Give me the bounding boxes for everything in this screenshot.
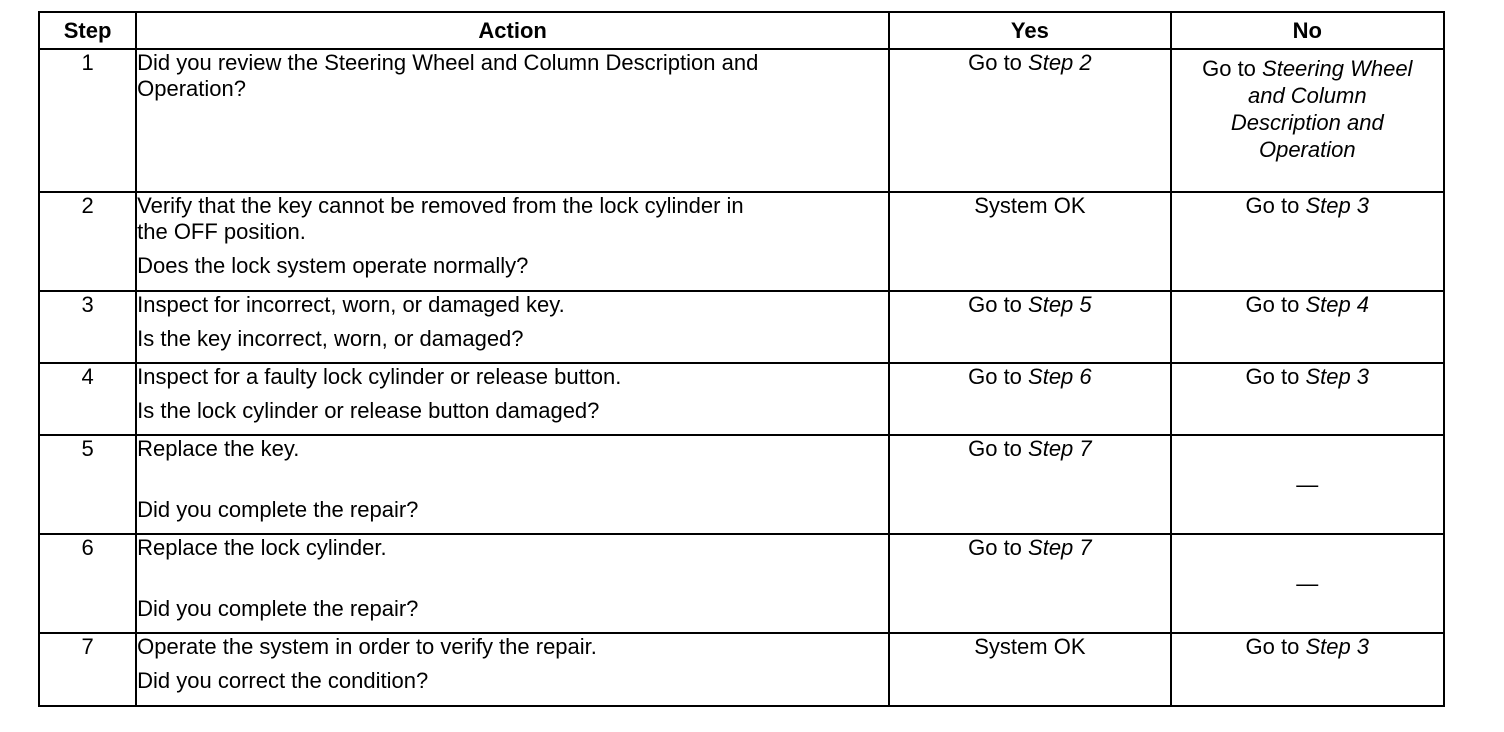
table-row [39,363,1444,435]
table-row [39,435,1444,534]
no-ref-link[interactable]: Steering Wheel [1262,56,1413,81]
header-step: Step [39,12,136,49]
action-text: Did you review the Steering Wheel and Column Description and [137,50,759,75]
header-action: Action [136,12,889,49]
step-number: 5 [39,435,136,534]
no-step-link[interactable]: Step 3 [1305,364,1370,389]
no-prefix: Go to [1245,193,1306,218]
action-text: Replace the key. [137,436,300,461]
action-cell [136,192,889,291]
yes-cell [889,363,1170,435]
no-cell [1171,633,1444,706]
no-prefix: Go to [1245,364,1306,389]
no-ref-link[interactable]: Description and [1230,110,1384,135]
no-step-link[interactable]: Step 3 [1305,193,1370,218]
yes-step-link[interactable]: Step 7 [1028,535,1092,560]
table-row [39,633,1444,706]
no-cell [1171,192,1444,291]
no-ref-link[interactable]: and Column [1247,83,1367,108]
yes-prefix: Go to [968,436,1029,461]
yes-cell [889,192,1170,291]
yes-step-link[interactable]: Step 5 [1028,292,1092,317]
yes-cell [889,534,1170,633]
no-ref-link[interactable]: Operation [1258,137,1356,162]
table-row [39,534,1444,633]
yes-cell [889,435,1170,534]
step-number: 3 [39,291,136,363]
step-number: 1 [39,49,136,192]
action-text: Verify that the key cannot be removed from the lock cylinder in [137,193,744,218]
no-step-link[interactable]: Step 3 [1305,634,1370,659]
action-text: Replace the lock cylinder. [137,535,387,560]
step-number: 2 [39,192,136,291]
action-text: Operate the system in order to verify the repair. [137,634,597,659]
no-cell [1171,363,1444,435]
action-cell [136,534,889,633]
yes-step-link[interactable]: Step 7 [1028,436,1092,461]
action-cell [136,363,889,435]
header-no: No [1171,12,1444,49]
no-cell [1171,435,1444,534]
yes-prefix: Go to [968,364,1029,389]
action-cell [136,435,889,534]
header-row [39,12,1444,49]
header-yes: Yes [889,12,1170,49]
yes-cell [889,49,1170,192]
yes-text: System OK [974,193,1086,218]
no-dash: — [1296,570,1319,596]
action-question: Is the lock cylinder or release button damaged? [137,398,600,423]
step-number: 7 [39,633,136,706]
no-dash: — [1296,471,1319,497]
action-text: Inspect for incorrect, worn, or damaged key. [137,292,565,317]
no-cell [1171,291,1444,363]
table-row [39,291,1444,363]
no-step-link[interactable]: Step 4 [1305,292,1370,317]
action-question: Is the key incorrect, worn, or damaged? [137,326,524,351]
yes-prefix: Go to [968,292,1029,317]
yes-cell [889,291,1170,363]
action-cell [136,49,889,192]
action-question: Does the lock system operate normally? [137,253,529,278]
yes-prefix: Go to [968,535,1029,560]
yes-cell [889,633,1170,706]
step-number: 4 [39,363,136,435]
action-question: Did you complete the repair? [137,596,419,621]
yes-step-link[interactable]: Step 6 [1028,364,1092,389]
no-prefix: Go to [1245,292,1306,317]
table-row [39,49,1444,192]
action-text: Inspect for a faulty lock cylinder or release button. [137,364,622,389]
action-cell [136,633,889,706]
table-row [39,192,1444,291]
action-question: Did you correct the condition? [137,668,429,693]
action-text: Operation? [137,76,246,101]
yes-text: System OK [974,634,1086,659]
yes-prefix: Go to [968,50,1029,75]
step-number: 6 [39,534,136,633]
no-prefix: Go to [1202,56,1263,81]
action-question: Did you complete the repair? [137,497,419,522]
no-prefix: Go to [1245,634,1306,659]
diagnostic-table [38,11,1445,707]
no-cell [1171,49,1444,192]
no-cell [1171,534,1444,633]
action-text: the OFF position. [137,219,306,244]
yes-step-link[interactable]: Step 2 [1028,50,1092,75]
action-cell [136,291,889,363]
